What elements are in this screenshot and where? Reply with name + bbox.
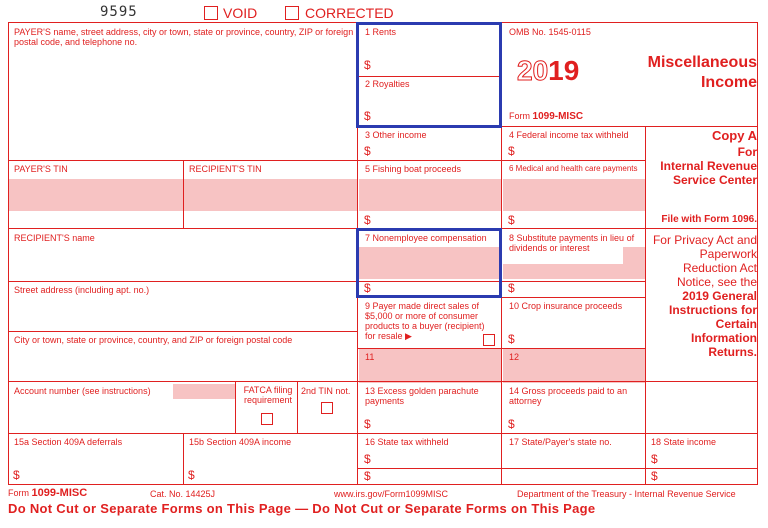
payer-tin-label: PAYER'S TIN: [14, 164, 68, 174]
highlight-box7: [356, 228, 502, 298]
box18-dollar-1: $: [651, 452, 658, 466]
box15a-label: 15a Section 409A deferrals: [14, 437, 123, 447]
box2-dollar: $: [364, 109, 371, 123]
footer-department: Department of the Treasury - Internal Revenue Service: [517, 489, 736, 499]
recipient-tin-fill[interactable]: [184, 179, 358, 211]
box11-fill[interactable]: [359, 349, 501, 383]
fatca-checkbox[interactable]: [261, 413, 273, 425]
footer-cat-number: Cat. No. 14425J: [150, 489, 216, 499]
box11-label: 11: [365, 352, 375, 362]
copy-a-irs-line1: Internal Revenue: [660, 159, 757, 173]
box5-fill[interactable]: [359, 179, 501, 211]
box13-label: 13 Excess golden parachute payments: [365, 386, 479, 406]
city-label: City or town, state or province, country, and ZIP or foreign postal code: [14, 335, 293, 345]
payer-name-label: PAYER'S name, street address, city or town, state or province, country, ZIP or foreign postal code, and telephone no.: [14, 27, 354, 47]
account-number-fill[interactable]: [173, 384, 235, 399]
box15b-dollar: $: [188, 468, 195, 482]
copy-a-block: [649, 129, 757, 187]
footer-form-name: Form 1099-MISC: [8, 487, 88, 499]
fatca-label: FATCA filing requirement: [243, 385, 293, 405]
privacy-text: For Privacy Act and Paperwork Reduction Act Notice, see the: [652, 233, 757, 289]
box12-fill[interactable]: [503, 349, 645, 383]
instructions-text: 2019 General Instructions for Certain Information Returns.: [668, 289, 757, 359]
account-number-label: Account number (see instructions): [14, 386, 151, 396]
box9-label: 9 Payer made direct sales of $5,000 or more of consumer products to a buyer (recipient) for resale ▶: [365, 301, 485, 341]
highlight-box1-2: [356, 22, 502, 128]
box3-dollar: $: [364, 144, 371, 158]
box3-label: 3 Other income: [365, 130, 427, 140]
box7-dollar: $: [364, 281, 371, 295]
box16-dollar-2: $: [364, 469, 371, 483]
form-title: [609, 53, 757, 93]
tax-year: [517, 55, 579, 87]
box4-label: 4 Federal income tax withheld: [509, 130, 629, 140]
copy-a-irs-line2: Service Center: [672, 173, 757, 187]
box18-dollar-2: $: [651, 469, 658, 483]
footer-warning: Do Not Cut or Separate Forms on This Page — Do Not Cut or Separate Forms on This Page: [8, 501, 596, 516]
void-checkbox[interactable]: [204, 6, 218, 20]
box1-dollar: $: [364, 58, 371, 72]
box6-dollar: $: [508, 213, 515, 227]
box15b-label: 15b Section 409A income: [189, 437, 292, 447]
box18-label: 18 State income: [651, 437, 717, 447]
box4-dollar: $: [508, 144, 515, 158]
box16-dollar-1: $: [364, 452, 371, 466]
box14-dollar: $: [508, 417, 515, 431]
copy-a-for: For: [737, 145, 757, 159]
box5-label: 5 Fishing boat proceeds: [365, 164, 462, 174]
box6-label: 6 Medical and health care payments: [509, 164, 638, 173]
void-label: VOID: [223, 5, 258, 21]
box17-label: 17 State/Payer's state no.: [509, 437, 612, 447]
corrected-label: CORRECTED: [305, 5, 394, 21]
box16-label: 16 State tax withheld: [365, 437, 449, 447]
second-tin-checkbox[interactable]: [321, 402, 333, 414]
box12-label: 12: [509, 352, 520, 362]
box9-checkbox[interactable]: [483, 334, 495, 346]
box13-dollar: $: [364, 417, 371, 431]
recipient-tin-label: RECIPIENT'S TIN: [189, 164, 262, 174]
title-line2: Income: [700, 74, 757, 91]
copy-a-heading: Copy A: [711, 128, 757, 143]
box5-dollar: $: [364, 213, 371, 227]
recipient-name-label: RECIPIENT'S name: [14, 233, 95, 243]
omb-number: OMB No. 1545-0115: [509, 27, 591, 37]
form-1099-misc: [8, 22, 758, 485]
box15a-dollar: $: [13, 468, 20, 482]
box2-label: 2 Royalties: [365, 79, 410, 89]
file-with-1096: File with Form 1096.: [661, 214, 757, 225]
omb-form-name: Form 1099-MISC: [509, 111, 584, 122]
box1-label: 1 Rents: [365, 27, 397, 37]
corrected-checkbox[interactable]: [285, 6, 299, 20]
box10-dollar: $: [508, 332, 515, 346]
box8-dollar: $: [508, 281, 515, 295]
second-tin-label: 2nd TIN not.: [301, 386, 351, 396]
privacy-notice: [649, 233, 757, 359]
box10-label: 10 Crop insurance proceeds: [509, 301, 623, 311]
box7-label: 7 Nonemployee compensation: [365, 233, 487, 243]
street-address-label: Street address (including apt. no.): [14, 285, 150, 295]
payer-tin-fill[interactable]: [9, 179, 183, 211]
tax-year-bold: 19: [548, 55, 580, 86]
tax-year-outline: 20: [517, 55, 549, 86]
box14-label: 14 Gross proceeds paid to an attorney: [509, 386, 628, 406]
footer-url[interactable]: www.irs.gov/Form1099MISC: [334, 489, 449, 499]
box6-fill[interactable]: [503, 179, 645, 211]
box8-label: 8 Substitute payments in lieu of dividends or interest: [509, 233, 635, 253]
title-line1: Miscellaneous: [647, 54, 757, 71]
form-code: 9595: [100, 4, 138, 20]
